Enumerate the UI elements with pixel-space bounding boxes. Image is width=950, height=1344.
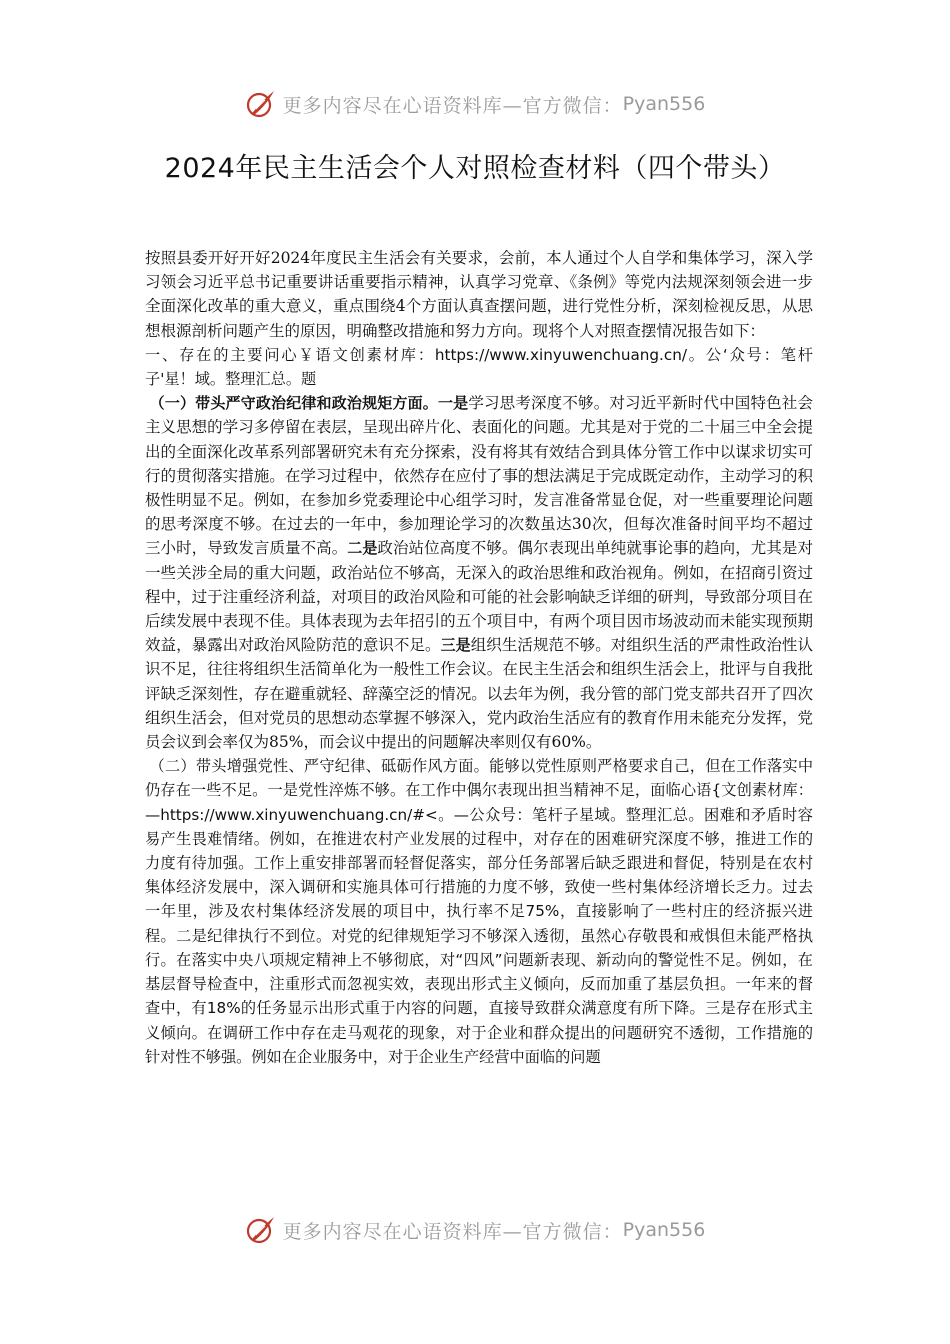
feather-seal-icon <box>245 88 277 120</box>
para1-point1-label: 一是 <box>437 394 469 413</box>
paragraph-party-spirit: （二）带头增强党性、严守纪律、砥砺作风方面。能够以党性原则严格要求自己，但在工作落实中仍存在一些不足。一是党性淬炼不够。在工作中偶尔表现出担当精神不足，面临心语{文创素材库：—https://www.xinyuwenchuang.cn/#<。—公众号：笔杆子星域。整理汇总。困难和矛盾时容易产生畏难情绪。例如，在推进农村产业发展的过程中，对存在的困难研究深度不够，推进工作的力度有待加强。工作上重安排部署而轻督促落实，部分任务部署后缺乏跟进和督促，特别是在农村集体经济发展中，深入调研和实施具体可行措施的力度不够，致使一些村集体经济增长乏力。过去一年里，涉及农村集体经济发展的项目中，执行率不足75%，直接影响了一些村庄的经济振兴进程。二是纪律执行不到位。对党的纪律规矩学习不够深入透彻，虽然心存敬畏和戒惧但未能严格执行。在落实中央八项规定精神上不够彻底，对“四风”问题新表现、新动向的警觉性不足。例如，在基层督导检查中，注重形式而忽视实效，表现出形式主义倾向，反而加重了基层负担。一年来的督查中，有18%的任务显示出形式重于内容的问题，直接导致群众满意度有所下降。三是存在形式主义倾向。在调研工作中存在走马观花的现象，对于企业和群众提出的问题研究不透彻，工作措施的针对性不够强。例如在企业服务中，对于企业生产经营中面临的问题 <box>145 757 813 1066</box>
para1-point3-label: 三是 <box>440 636 471 655</box>
feather-seal-icon <box>245 1214 277 1246</box>
document-title: 2024年民主生活会个人对照检查材料（四个带头） <box>164 153 786 184</box>
para1-point3-text: 组织生活规范不够。对组织生活的严肃性政治性认识不足，往往将组织生活简单化为一般性工作会议。在民主生活会和组织生活会上，批评与自我批评缺乏深刻性，存在避重就轻、辞藻空泛的情况。以去年为例，我分管的部门党支部共召开了四次组织生活会，但对党员的思想动态掌握不够深入，党内政治生活应有的教育作用未能充分发挥，党员会议到会率仅为85%，而会议中提出的问题解决率则仅有60%。 <box>145 636 813 752</box>
para1-point1-text: 学习思考深度不够。对习近平新时代中国特色社会主义思想的学习多停留在表层，呈现出碎片化、表面化的问题。尤其是对于党的二十届三中全会提出的全面深化改革系列部署研究未有充分探索，没有将其有效结合到具体分管工作中以谋求切实可行的贯彻落实措施。在学习过程中，依然存在应付了事的想法满足于完成既定动作，主动学习的积极性明显不足。例如，在参加乡党委理论中心组学习时，发言准备常显仓促，对一些重要理论问题的思考深度不够。在过去的一年中，参加理论学习的次数虽达30次，但每次准备时间平均不超过三小时，导致发言质量不高。 <box>145 394 813 558</box>
footer-watermark-banner <box>0 1208 950 1252</box>
intro-paragraph: 按照县委开好开好2024年度民主生活会有关要求，会前，本人通过个人自学和集体学习，深入学习领会习近平总书记重要讲话重要指示精神，认真学习党章、《条例》等党内法规深刻领会进一步全面深化改革的重大意义，重点围绕4个方面认真查摆问题，进行党性分析，深刻检视反思，从思想根源剖析问题产生的原因，明确整改措施和努力方向。现将个人对照查摆情况报告如下： <box>145 249 813 340</box>
banner-text: 更多内容尽在心语资料库—官方微信： <box>282 94 623 117</box>
para1-point2-label: 二是 <box>347 539 378 558</box>
document-body <box>145 246 813 1069</box>
banner-wechat-id: Pyan556 <box>622 93 706 115</box>
para1-lead: （一）带头严守政治纪律和政治规矩方面。 <box>149 394 438 413</box>
para1-point2-text: 政治站位高度不够。偶尔表现出单纯就事论事的趋向，尤其是对一些关涉全局的重大问题，政治站位不够高，无深入的政治思维和政治视角。例如，在招商引资过程中，过于注重经济利益，对项目的政治风险和可能的社会影响缺乏详细的研判，导致部分项目在后续发展中表现不佳。具体表现为去年招引的五个项目中，有两个项目因市场波动而未能实现预期效益，暴露出对政治风险防范的意识不足。 <box>145 539 813 655</box>
paragraph-political-discipline <box>145 391 813 754</box>
section-heading-1: 一、存在的主要问心￥语文创素材库：https://www.xinyuwenchuang.cn/。公‘众号：笔杆子'星！域。整理汇总。题 <box>145 345 813 389</box>
header-watermark-banner <box>0 82 950 126</box>
banner-text: 更多内容尽在心语资料库—官方微信： <box>282 1220 623 1243</box>
banner-wechat-id: Pyan556 <box>622 1219 706 1241</box>
